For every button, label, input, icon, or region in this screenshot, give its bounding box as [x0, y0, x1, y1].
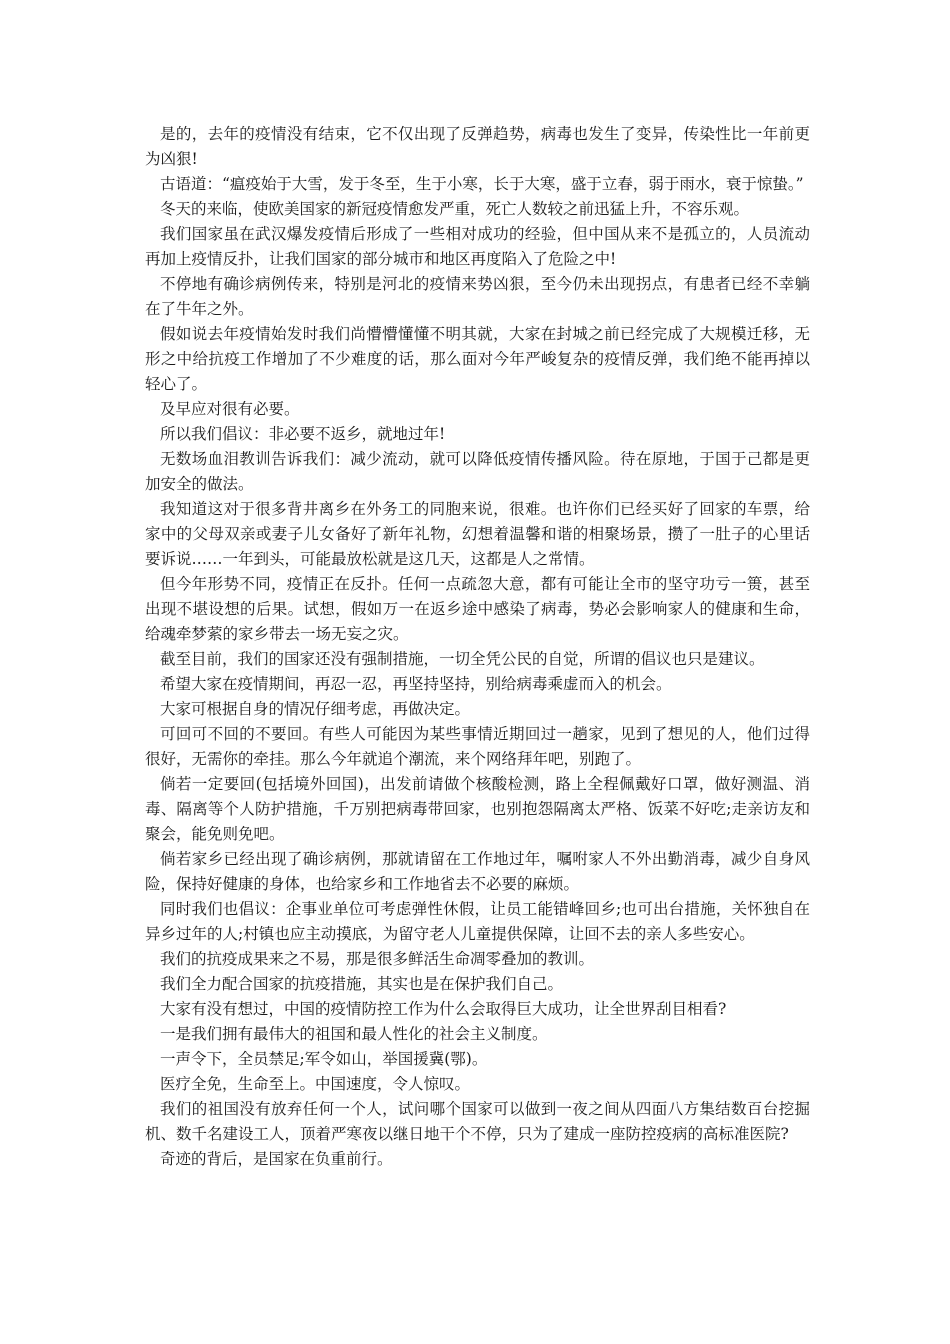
paragraph-26: 奇迹的背后，是国家在负重前行。 [160, 1150, 393, 1168]
paragraph-19: 我们的抗疫成果来之不易，那是很多鲜活生命凋零叠加的教训。 [160, 950, 595, 968]
paragraph-6: 假如说去年疫情始发时我们尚懵懵懂懂不明其就，大家在封城之前已经完成了大规模迁移，无形之中给抗疫工作增加了不少难度的话，那么面对今年严峻复杂的疫情反弹，我们绝不能再掉以轻心了。 [145, 325, 810, 393]
paragraph-3: 冬天的来临，使欧美国家的新冠疫情愈发严重，死亡人数较之前迅猛上升，不容乐观。 [160, 200, 750, 218]
paragraph-4: 我们国家虽在武汉爆发疫情后形成了一些相对成功的经验，但中国从来不是孤立的，人员流动再加上疫情反扑，让我们国家的部分城市和地区再度陷入了危险之中! [145, 225, 810, 268]
paragraph-18: 同时我们也倡议：企事业单位可考虑弹性休假，让员工能错峰回乡;也可出台措施，关怀独自在异乡过年的人;村镇也应主动摸底，为留守老人儿童提供保障，让回不去的亲人多些安心。 [145, 900, 810, 943]
paragraph-20: 我们全力配合国家的抗疫措施，其实也是在保护我们自己。 [160, 975, 564, 993]
paragraph-10: 我知道这对于很多背井离乡在外务工的同胞来说，很难。也许你们已经买好了回家的车票，给家中的父母双亲或妻子儿女备好了新年礼物，幻想着温馨和谐的相聚场景，攒了一肚子的心里话要诉说……一年到头，可能最放松就是这几天，这都是人之常情。 [145, 500, 810, 568]
paragraph-17: 倘若家乡已经出现了确诊病例，那就请留在工作地过年，嘱咐家人不外出勤消毒，减少自身风险，保持好健康的身体，也给家乡和工作地省去不必要的麻烦。 [145, 850, 810, 893]
document-body [145, 122, 810, 1172]
paragraph-7: 及早应对很有必要。 [160, 400, 300, 418]
paragraph-8: 所以我们倡议：非必要不返乡，就地过年! [160, 425, 446, 443]
paragraph-11: 但今年形势不同，疫情正在反扑。任何一点疏忽大意，都有可能让全市的坚守功亏一篑，甚至出现不堪设想的后果。试想，假如万一在返乡途中感染了病毒，势必会影响家人的健康和生命，给魂牵梦萦的家乡带去一场无妄之灾。 [145, 575, 810, 643]
paragraph-23: 一声令下，全员禁足;军令如山，举国援冀(鄂)。 [160, 1050, 488, 1068]
paragraph-5: 不停地有确诊病例传来，特别是河北的疫情来势凶狠，至今仍未出现拐点，有患者已经不幸躺在了牛年之外。 [145, 275, 810, 318]
paragraph-2: 古语道：“瘟疫始于大雪，发于冬至，生于小寒，长于大寒，盛于立春，弱于雨水，衰于惊蛰。” [160, 175, 804, 193]
paragraph-25: 我们的祖国没有放弃任何一个人，试问哪个国家可以做到一夜之间从四面八方集结数百台挖掘机、数千名建设工人，顶着严寒夜以继日地干个不停，只为了建成一座防控疫病的高标准医院? [145, 1100, 810, 1143]
paragraph-16: 倘若一定要回(包括境外回国)，出发前请做个核酸检测，路上全程佩戴好口罩，做好测温、消毒、隔离等个人防护措施，千万别把病毒带回家，也别抱怨隔离太严格、饭菜不好吃;走亲访友和聚会，能免则免吧。 [145, 775, 810, 843]
paragraph-22: 一是我们拥有最伟大的祖国和最人性化的社会主义制度。 [160, 1025, 548, 1043]
paragraph-1: 是的，去年的疫情没有结束，它不仅出现了反弹趋势，病毒也发生了变异，传染性比一年前更为凶狠! [145, 125, 810, 168]
paragraph-24: 医疗全免，生命至上。中国速度，令人惊叹。 [160, 1075, 471, 1093]
paragraph-21: 大家有没有想过，中国的疫情防控工作为什么会取得巨大成功，让全世界刮目相看? [160, 1000, 727, 1018]
paragraph-15: 可回可不回的不要回。有些人可能因为某些事情近期回过一趟家，见到了想见的人，他们过得很好，无需你的牵挂。那么今年就追个潮流，来个网络拜年吧，别跑了。 [145, 725, 810, 768]
paragraph-14: 大家可根据自身的情况仔细考虑，再做决定。 [160, 700, 471, 718]
paragraph-13: 希望大家在疫情期间，再忍一忍，再坚持坚持，别给病毒乘虚而入的机会。 [160, 675, 672, 693]
paragraph-12: 截至目前，我们的国家还没有强制措施，一切全凭公民的自觉，所谓的倡议也只是建议。 [160, 650, 765, 668]
paragraph-9: 无数场血泪教训告诉我们：减少流动，就可以降低疫情传播风险。待在原地，于国于己都是更加安全的做法。 [145, 450, 810, 493]
